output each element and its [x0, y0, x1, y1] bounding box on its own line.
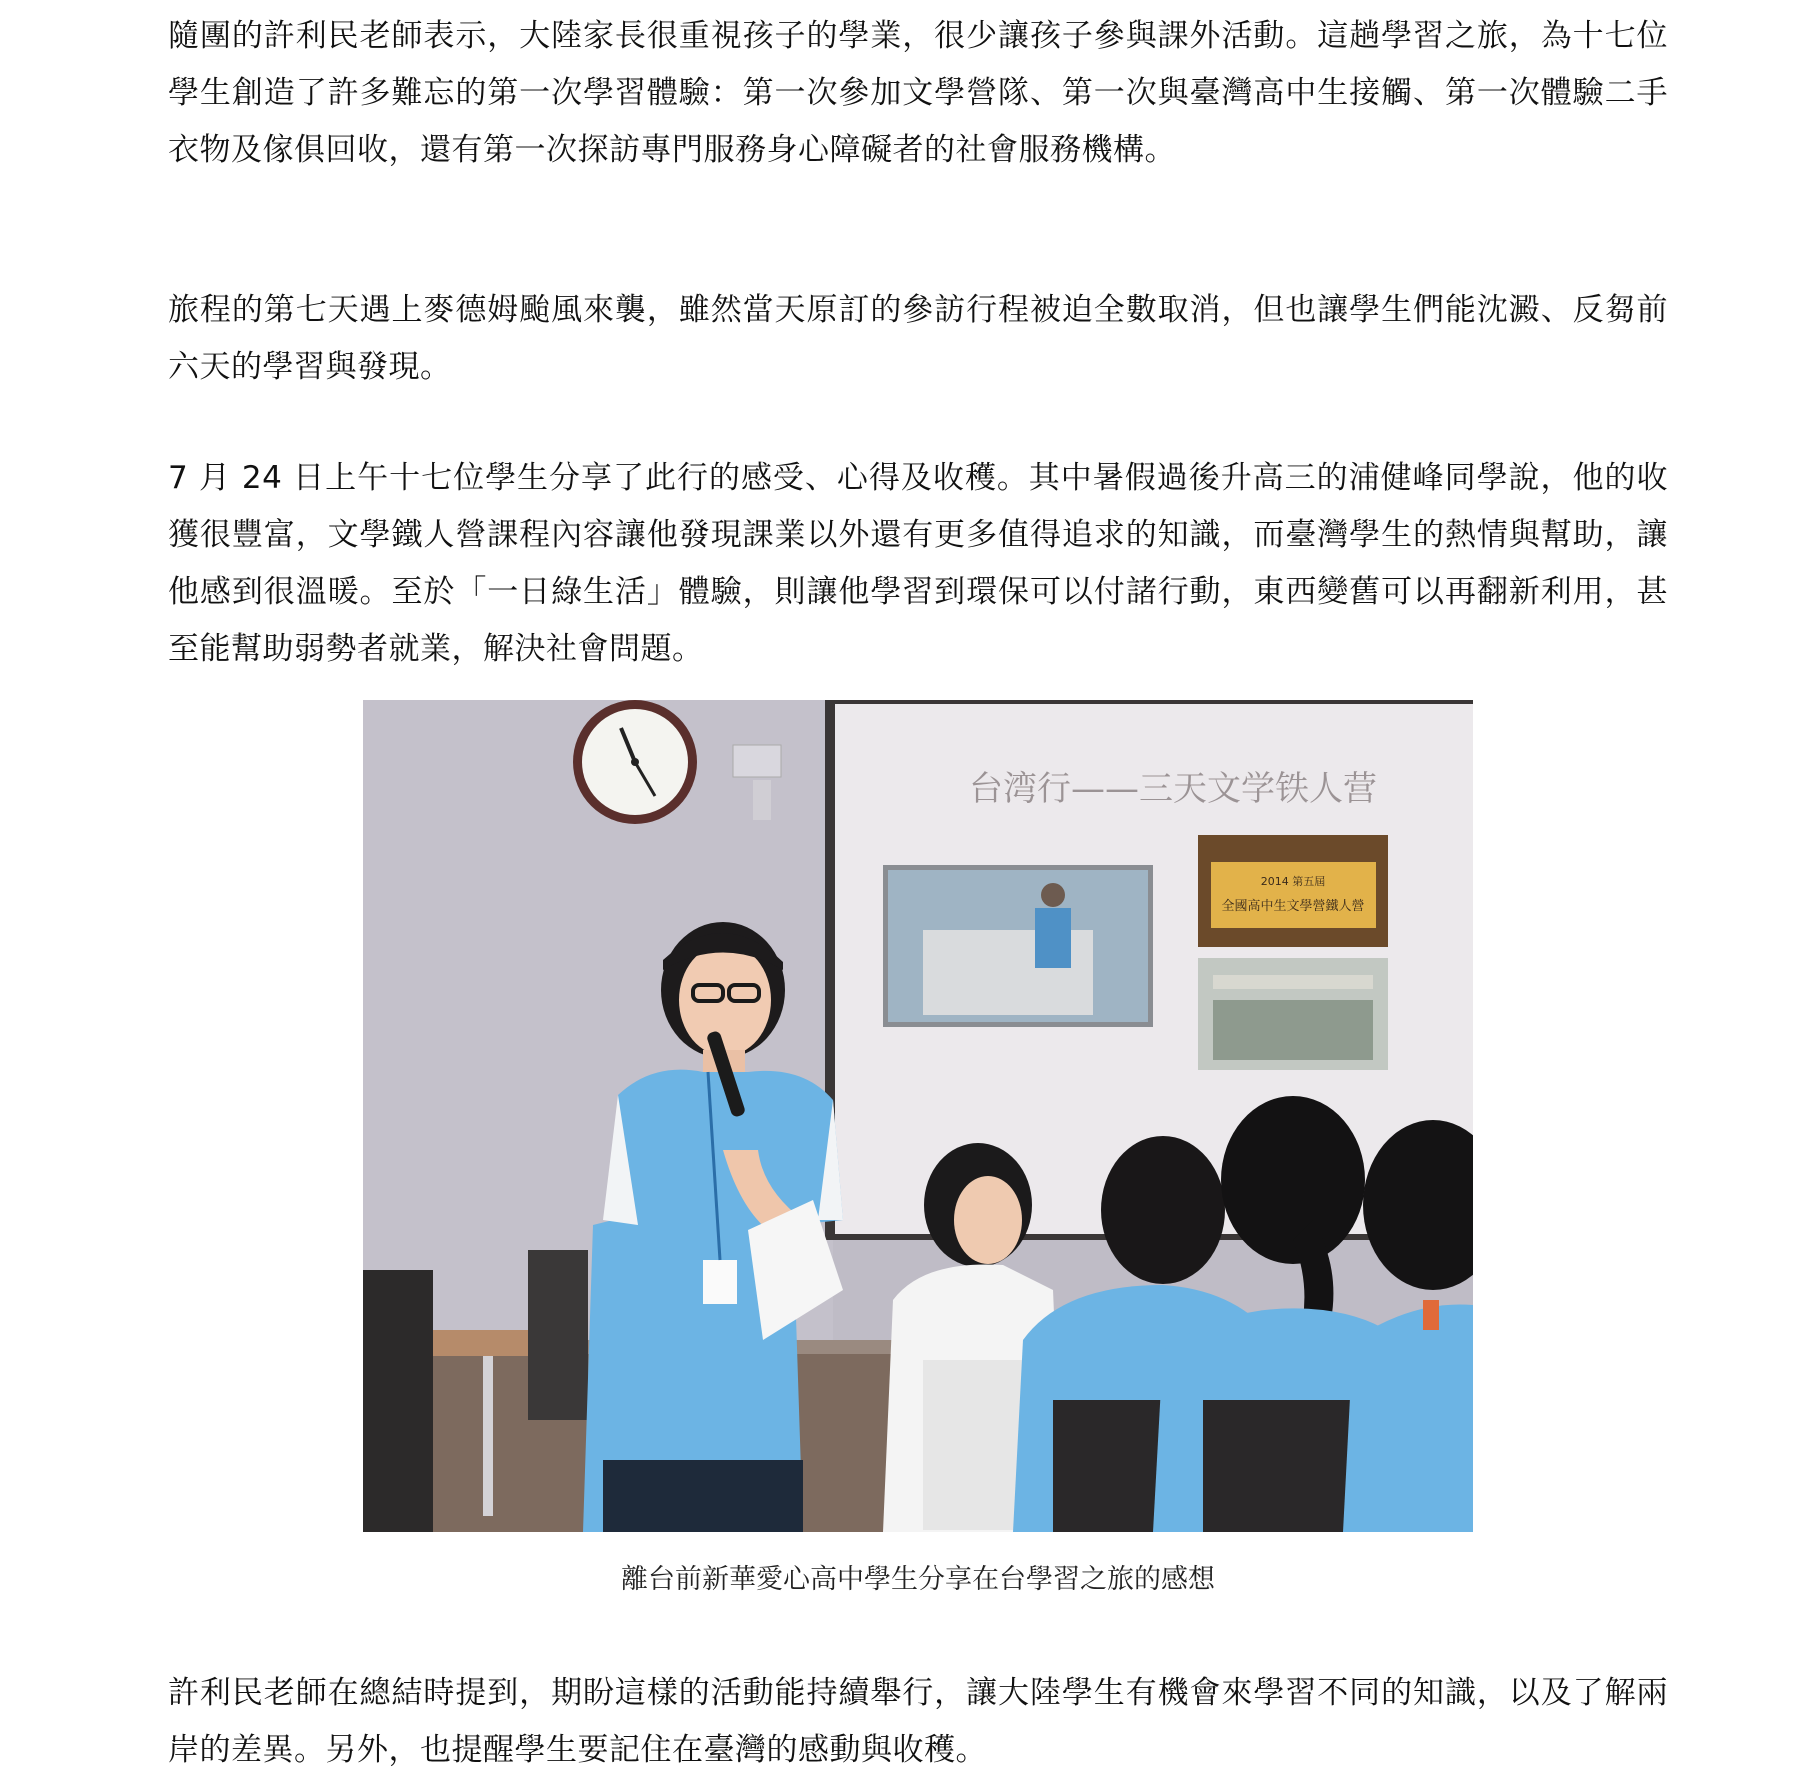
- slide-banner-line1: 2014 第五屆: [1260, 875, 1326, 888]
- photo-caption: 離台前新華愛心高中學生分享在台學習之旅的感想: [621, 1564, 1215, 1595]
- slide-title: 台湾行——三天文学铁人营: [969, 769, 1377, 809]
- paragraph-typhoon: 旅程的第七天遇上麥德姆颱風來襲，雖然當天原訂的參訪行程被迫全數取消，但也讓學生們能沈澱、反芻前六天的學習與發現。: [168, 292, 1668, 385]
- paragraph-teacher-remarks: 隨團的許利民老師表示，大陸家長很重視孩子的學業，很少讓孩子參與課外活動。這趟學習之旅，為十七位學生創造了許多難忘的第一次學習體驗：第一次參加文學營隊、第一次與臺灣高中生接觸、第一次體驗二手衣物及傢俱回收，還有第一次探訪專門服務身心障礙者的社會服務機構。: [168, 18, 1668, 168]
- slide-banner-line2: 全國高中生文學營鐵人營: [1221, 899, 1365, 914]
- paragraph-conclusion: 許利民老師在總結時提到，期盼這樣的活動能持續舉行，讓大陸學生有機會來學習不同的知識，以及了解兩岸的差異。另外，也提醒學生要記住在臺灣的感動與收穫。: [168, 1675, 1668, 1768]
- paragraph-student-sharing: 7 月 24 日上午十七位學生分享了此行的感受、心得及收穫。其中暑假過後升高三的浦健峰同學說，他的收獲很豐富，文學鐵人營課程內容讓他發現課業以外還有更多值得追求的知識，而臺灣學生的熱情與幫助，讓他感到很溫暖。至於「一日綠生活」體驗，則讓他學習到環保可以付諸行動，東西變舊可以再翻新利用，甚至能幫助弱勢者就業，解決社會問題。: [168, 460, 1668, 667]
- event-photo: [363, 700, 1473, 1532]
